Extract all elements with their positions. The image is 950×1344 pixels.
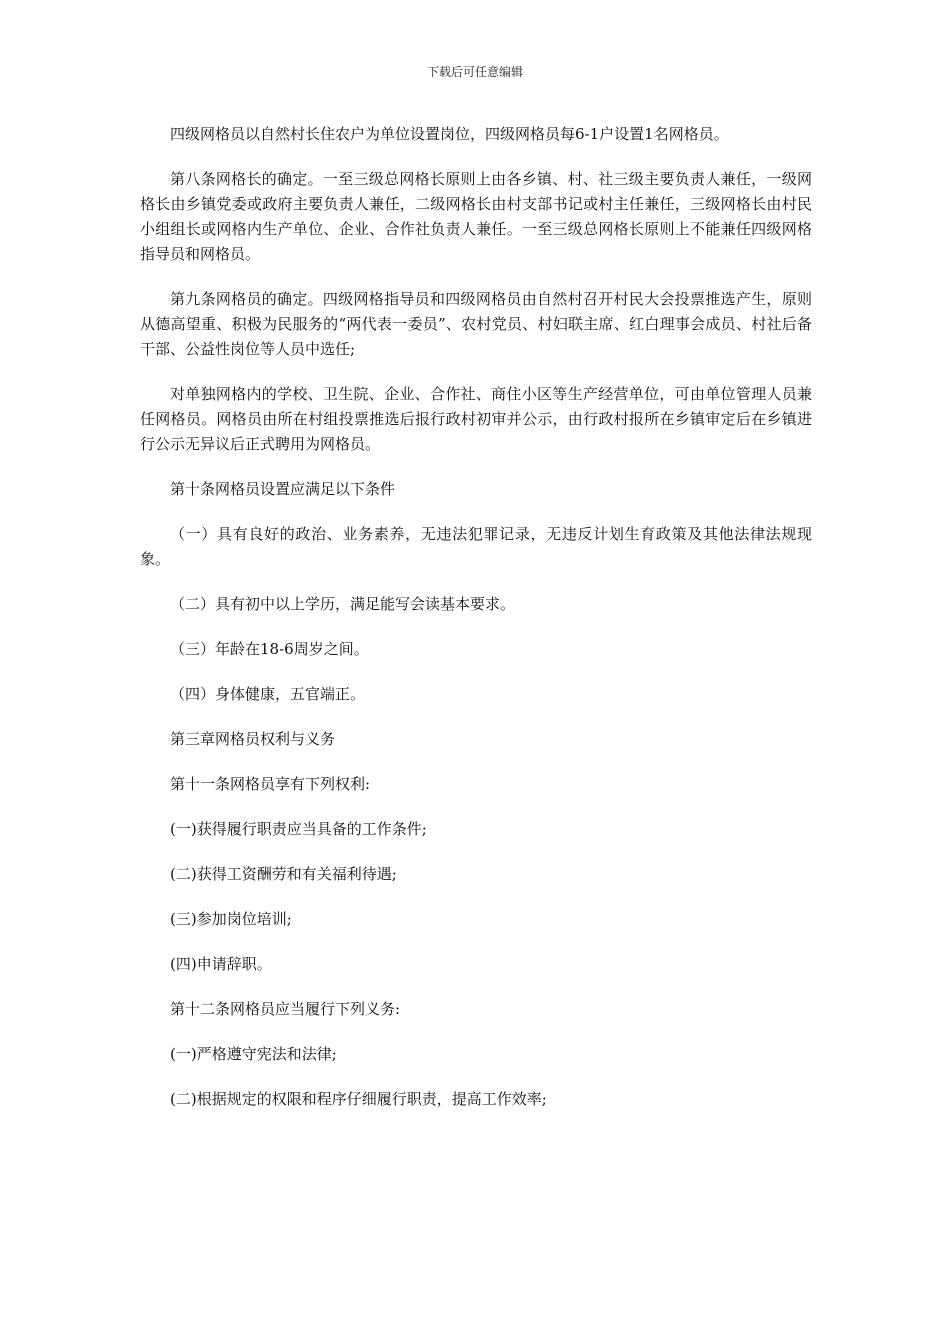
- chapter-3-heading: 第三章网格员权利与义务: [170, 730, 336, 748]
- document-body: [140, 122, 812, 1132]
- paragraph-article-11: 第十一条网格员享有下列权利:: [170, 775, 371, 793]
- paragraph-article-12: 第十二条网格员应当履行下列义务:: [170, 1000, 401, 1018]
- list-item-condition-4: （四）身体健康，五官端正。: [170, 685, 366, 703]
- list-item-right-1: (一)获得履行职责应当具备的工作条件;: [170, 820, 427, 838]
- paragraph-unit-grid-staff: 对单独网格内的学校、卫生院、企业、合作社、商住小区等生产经营单位，可由单位管理人员兼任网格员。网格员由所在村组投票推选后报行政村初审并公示，由行政村报所在乡镇审定后在乡镇进行公示无异议后正式聘用为网格员。: [140, 385, 812, 453]
- list-item-duty-2: (二)根据规定的权限和程序仔细履行职责，提高工作效率;: [170, 1090, 547, 1108]
- list-item-condition-3: （三）年龄在18-6周岁之间。: [170, 640, 369, 658]
- list-item-duty-1: (一)严格遵守宪法和法律;: [170, 1045, 337, 1063]
- list-item-right-4: (四)申请辞职。: [170, 955, 272, 973]
- page-header: 下载后可任意编辑: [426, 65, 523, 79]
- paragraph-article-8: 第八条网格长的确定。一至三级总网格长原则上由各乡镇、村、社三级主要负责人兼任，一级网格长由乡镇党委或政府主要负责人兼任，二级网格长由村支部书记或村主任兼任，三级网格长由村民小组组长或网格内生产单位、企业、合作社负责人兼任。一至三级总网格长原则上不能兼任四级网格指导员和网格员。: [140, 170, 812, 263]
- paragraph-grid-staff-allocation: 四级网格员以自然村长住农户为单位设置岗位，四级网格员每6-1户设置1名网格员。: [170, 125, 729, 143]
- list-item-right-3: (三)参加岗位培训;: [170, 910, 292, 928]
- paragraph-article-9: 第九条网格员的确定。四级网格指导员和四级网格员由自然村召开村民大会投票推选产生，原则从德高望重、积极为民服务的“两代表一委员”、农村党员、村妇联主席、红白理事会成员、村社后备干部、公益性岗位等人员中选任;: [140, 290, 812, 358]
- list-item-right-2: (二)获得工资酬劳和有关福利待遇;: [170, 865, 397, 883]
- list-item-condition-2: （二）具有初中以上学历，满足能写会读基本要求。: [170, 595, 516, 613]
- paragraph-article-10: 第十条网格员设置应满足以下条件: [170, 480, 396, 498]
- list-item-condition-1: （一）具有良好的政治、业务素养，无违法犯罪记录，无违反计划生育政策及其他法律法规现象。: [140, 525, 812, 568]
